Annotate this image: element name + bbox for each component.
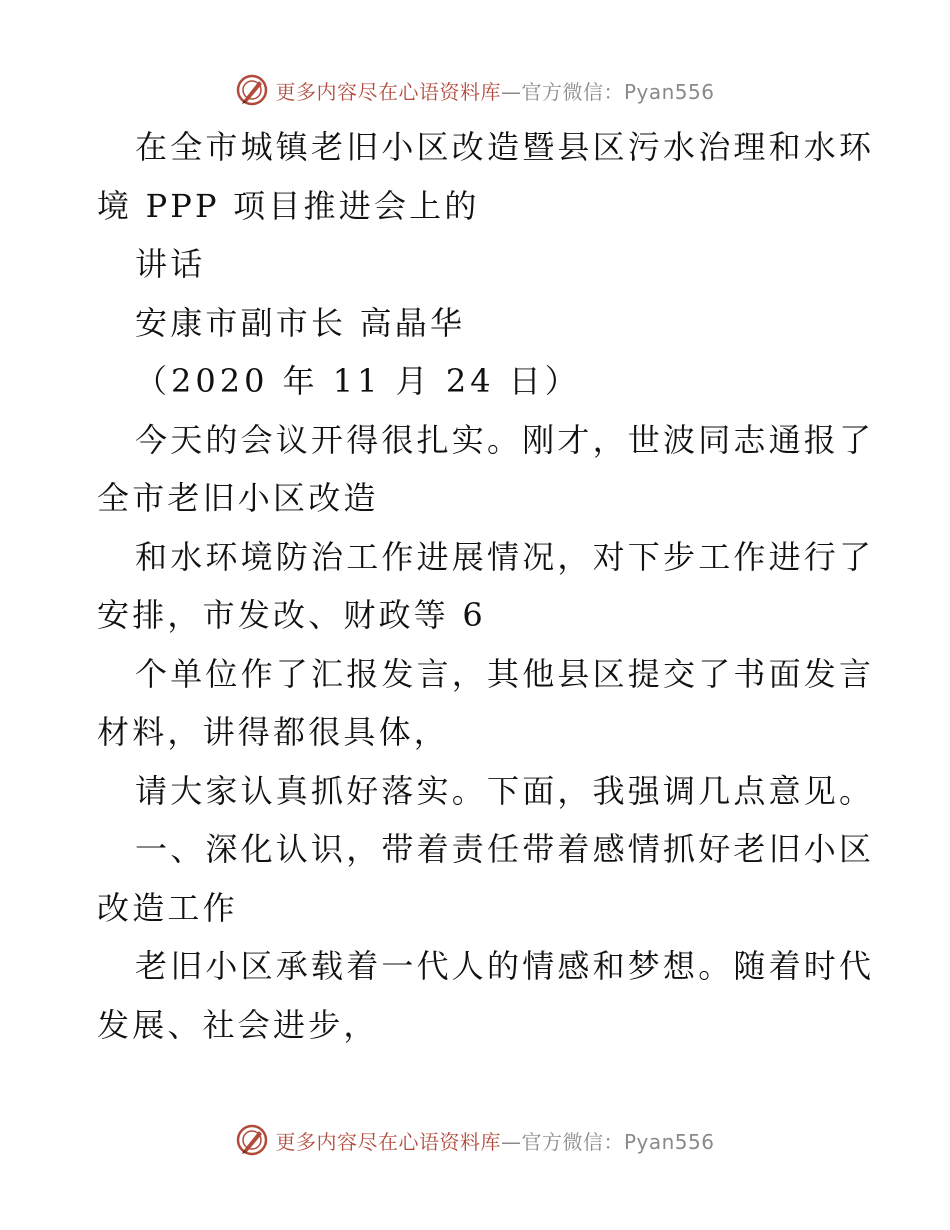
document-body	[97, 118, 875, 1054]
title-line-2: 境 PPP 项目推进会上的	[97, 186, 480, 225]
title-line-1: 在全市城镇老旧小区改造暨县区污水治理和水环	[135, 128, 875, 166]
paragraph-line: 老旧小区承载着一代人的情感和梦想。随着时代	[135, 947, 875, 985]
watermark-text: 更多内容尽在心语资料库—官方微信：Pyan556	[275, 1129, 715, 1154]
date-line: （2020 年 11 月 24 日）	[135, 362, 581, 400]
watermark-footer	[0, 1120, 950, 1160]
speaker-line: 安康市副市长 高晶华	[135, 303, 466, 342]
section-heading-line: 改造工作	[97, 888, 238, 927]
paragraph-line: 个单位作了汇报发言，其他县区提交了书面发言	[135, 654, 875, 693]
watermark-header	[0, 70, 950, 110]
watermark-text: 更多内容尽在心语资料库—官方微信：Pyan556	[275, 79, 715, 104]
pen-seal-icon	[235, 73, 269, 107]
paragraph-line: 请大家认真抓好落实。下面，我强调几点意见。	[135, 771, 875, 810]
paragraph-line: 全市老旧小区改造	[97, 479, 379, 517]
paragraph-line: 和水环境防治工作进展情况，对下步工作进行了	[135, 537, 875, 576]
paragraph-line: 材料，讲得都很具体，	[97, 713, 450, 751]
paragraph-line: 安排，市发改、财政等 6	[97, 596, 486, 634]
section-heading-line: 一、深化认识，带着责任带着感情抓好老旧小区	[135, 830, 875, 868]
pen-seal-icon	[235, 1123, 269, 1157]
paragraph-line: 发展、社会进步，	[97, 1005, 379, 1044]
title-line-3: 讲话	[135, 245, 206, 283]
paragraph-line: 今天的会议开得很扎实。刚才，世波同志通报了	[135, 420, 875, 459]
